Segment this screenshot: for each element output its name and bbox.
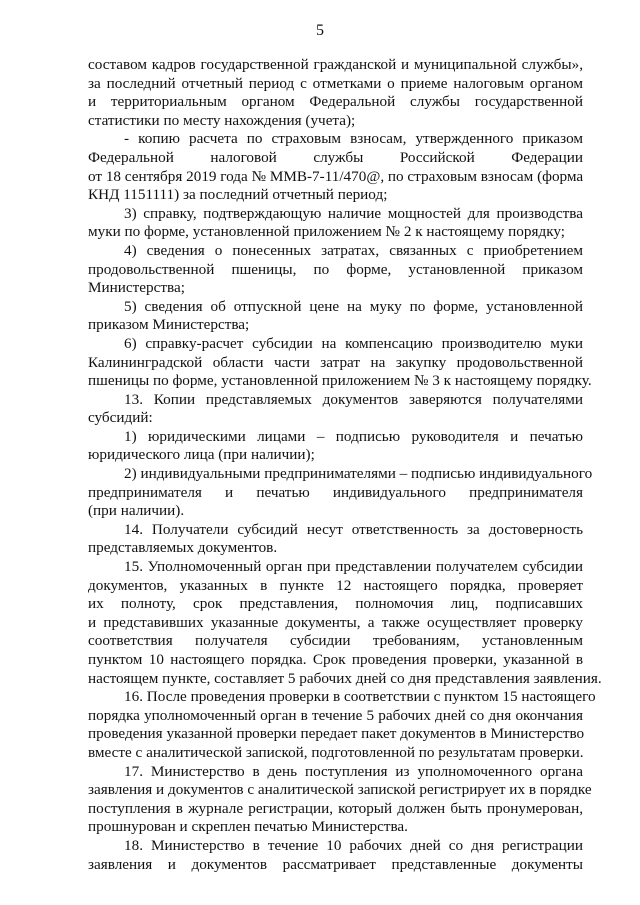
text-line: их полноту, срок представления, полномочия лиц, подписавших xyxy=(88,595,583,613)
text-line: Федеральной налоговой службы Российской Федерации xyxy=(88,148,583,166)
text-line: 4) сведения о понесенных затратах, связанных с приобретением xyxy=(124,241,583,259)
text-line: - копию расчета по страховым взносам, утвержденного приказом xyxy=(124,130,583,148)
text-line: приказом Министерства; xyxy=(88,316,250,334)
text-line: поступления в журнале регистрации, который должен быть пронумерован, xyxy=(88,799,583,817)
text-line: юридического лица (при наличии); xyxy=(88,446,315,464)
text-line: заявления и документов с аналитической запиской регистрирует их в порядке xyxy=(88,781,592,799)
text-line: порядка уполномоченный орган в течение 5 рабочих дней со дня окончания xyxy=(88,706,583,724)
text-line: настоящем пункте, составляет 5 рабочих дней со дня представления заявления. xyxy=(88,669,602,687)
text-line: составом кадров государственной гражданской и муниципальной службы», xyxy=(88,56,583,73)
text-line: за последний отчетный период с отметками о приеме налоговым органом xyxy=(88,74,583,92)
text-line: 17. Министерство в день поступления из уполномоченного органа xyxy=(124,762,583,780)
text-line: 2) индивидуальными предпринимателями – подписью индивидуального xyxy=(124,465,593,483)
text-line: 15. Уполномоченный орган при представлении получателем субсидии xyxy=(124,558,583,576)
text-line: пшеницы по форме, установленной приложением № 3 к настоящему порядку. xyxy=(88,372,592,390)
text-line: 3) справку, подтверждающую наличие мощностей для производства xyxy=(124,204,583,222)
text-line: представляемых документов. xyxy=(88,539,278,557)
text-line: пунктом 10 настоящего порядка. Срок проведения проверки, указанной в xyxy=(88,651,583,668)
text-line: Министерства; xyxy=(88,279,185,297)
text-line: и представивших указанные документы, а также осуществляет проверку xyxy=(88,613,583,631)
document-body xyxy=(88,56,602,874)
text-line: 1) юридическими лицами – подписью руководителя и печатью xyxy=(124,427,583,445)
text-line: проведения указанной проверки передает пакет документов в Министерство xyxy=(88,725,585,743)
text-line: КНД 1151111) за последний отчетный период; xyxy=(88,186,388,204)
text-line: соответствия получателя субсидии требованиям, установленным xyxy=(88,632,583,650)
text-line: муки по форме, установленной приложением № 2 к настоящему порядку; xyxy=(88,223,565,241)
text-line: документов, указанных в пункте 12 настоящего порядка, проверяет xyxy=(88,576,583,594)
text-line: вместе с аналитической запиской, подготовленной по результатам проверки. xyxy=(88,743,584,761)
text-line: субсидий: xyxy=(88,409,153,427)
text-line: 13. Копии представляемых документов заверяются получателями xyxy=(124,390,583,408)
text-line: 5) сведения об отпускной цене на муку по форме, установленной xyxy=(124,297,583,315)
text-line: Калининградской области части затрат на закупку продовольственной xyxy=(88,353,583,371)
text-line: (при наличии). xyxy=(88,502,185,520)
text-line: 18. Министерство в течение 10 рабочих дней со дня регистрации xyxy=(124,836,583,854)
text-line: продовольственной пшеницы, по форме, установленной приказом xyxy=(88,260,583,278)
text-line: 14. Получатели субсидий несут ответственность за достоверность xyxy=(124,520,583,538)
text-line: 6) справку-расчет субсидии на компенсацию производителю муки xyxy=(124,334,583,352)
page-number: 5 xyxy=(316,22,324,39)
text-line: прошнурован и скреплен печатью Министерства. xyxy=(88,818,408,836)
text-line: статистики по месту нахождения (учета); xyxy=(88,111,356,129)
text-line: 16. После проведения проверки в соответствии с пунктом 15 настоящего xyxy=(124,688,596,706)
text-line: и территориальным органом Федеральной службы государственной xyxy=(88,93,583,111)
text-line: предпринимателя и печатью индивидуального предпринимателя xyxy=(88,483,583,501)
text-line: заявления и документов рассматривает представленные документы xyxy=(88,855,583,873)
text-line: от 18 сентября 2019 года № ММВ-7-11/470@, по страховым взносам (форма xyxy=(88,167,584,185)
